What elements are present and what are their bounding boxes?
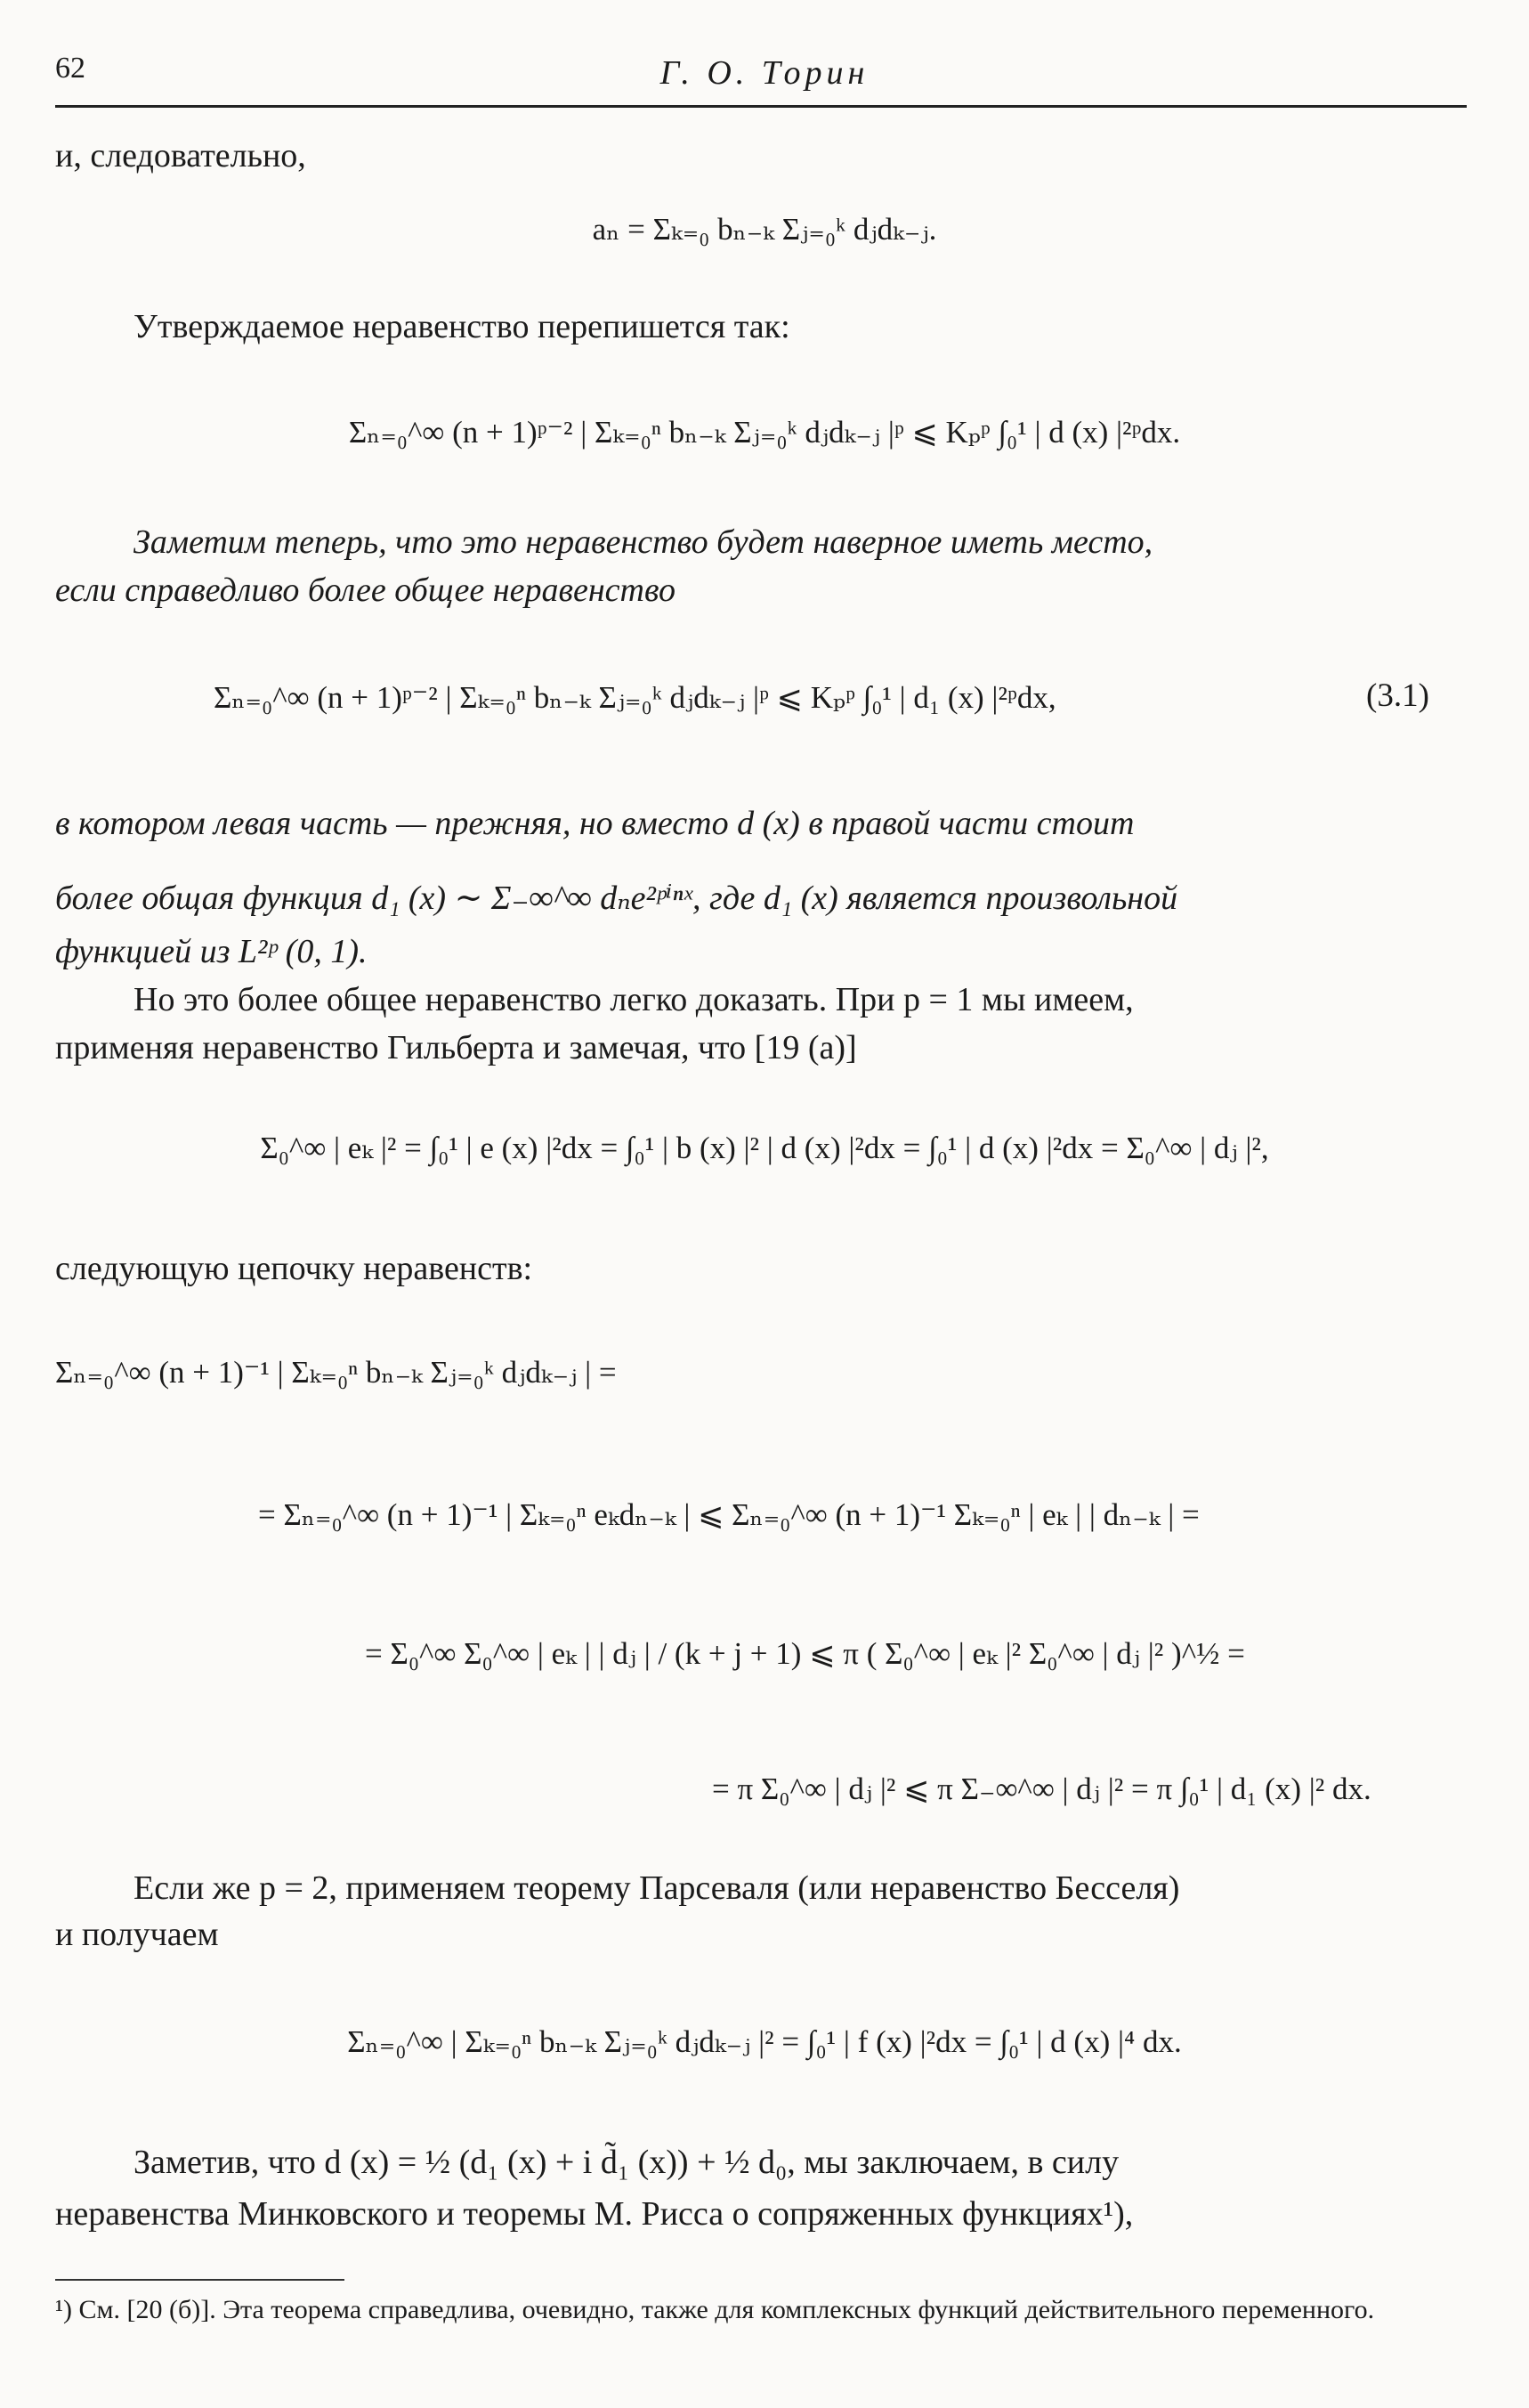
equation-parseval: Σₙ₌₀^∞ | Σₖ₌₀ⁿ bₙ₋ₖ Σⱼ₌₀ᵏ dⱼdₖ₋ⱼ |² = ∫₀¹ | f (x) |²dx = ∫₀¹ | d (x) |⁴ dx. — [347, 2024, 1182, 2059]
equation-number: (3.1) — [1366, 677, 1429, 714]
paragraph-4-line-1: в котором левая часть — прежняя, но вместо d (x) в правой части стоит — [55, 805, 1135, 842]
paragraph-5-line-1: Но это более общее неравенство легко доказать. При p = 1 мы имеем, — [133, 981, 1134, 1018]
paragraph-3-line-1: Заметим теперь, что это неравенство будет наверное иметь место, — [133, 523, 1153, 561]
paragraph-3-line-2: если справедливо более общее неравенство — [55, 572, 676, 609]
equation-chain-3: = Σ₀^∞ Σ₀^∞ | eₖ | | dⱼ | / (k + j + 1) ⩽ π ( Σ₀^∞ | eₖ |² Σ₀^∞ | dⱼ |² )^½ = — [365, 1636, 1245, 1671]
equation-chain-1: Σₙ₌₀^∞ (n + 1)⁻¹ | Σₖ₌₀ⁿ bₙ₋ₖ Σⱼ₌₀ᵏ dⱼdₖ₋ⱼ | = — [55, 1355, 617, 1390]
equation-a-n: aₙ = Σₖ₌₀ bₙ₋ₖ Σⱼ₌₀ᵏ dⱼdₖ₋ⱼ. — [592, 212, 937, 247]
paragraph-4-line-2: более общая функция d₁ (x) ∼ Σ₋∞^∞ dₙe²ᵖⁱⁿˣ, где d₁ (x) является произвольной — [55, 880, 1178, 917]
paragraph-5-line-2: применяя неравенство Гильберта и замечая, что [19 (a)] — [55, 1029, 857, 1066]
paragraph-7-line-2: и получаем — [55, 1916, 219, 1953]
header-rule — [55, 105, 1467, 108]
paragraph-8-line-1: Заметив, что d (x) = ½ (d₁ (x) + i d̃₁ (x)) + ½ d₀, мы заключаем, в силу — [133, 2144, 1120, 2181]
footnote: ¹) См. [20 (б)]. Эта теорема справедлива, очевидно, также для комплексных функций действительного переменного. — [55, 2295, 1375, 2324]
paragraph-1: и, следовательно, — [55, 137, 306, 174]
equation-3-1: Σₙ₌₀^∞ (n + 1)ᵖ⁻² | Σₖ₌₀ⁿ bₙ₋ₖ Σⱼ₌₀ᵏ dⱼdₖ₋ⱼ |ᵖ ⩽ Kₚᵖ ∫₀¹ | d₁ (x) |²ᵖdx, — [214, 680, 1056, 715]
page-number: 62 — [55, 52, 85, 85]
paragraph-4-line-3: функцией из L²ᵖ (0, 1). — [55, 933, 368, 970]
footnote-rule — [55, 2279, 344, 2281]
paragraph-2: Утверждаемое неравенство перепишется так: — [133, 308, 790, 345]
paragraph-7-line-1: Если же p = 2, применяем теорему Парсеваля (или неравенство Бесселя) — [133, 1869, 1180, 1907]
paragraph-8-line-2: неравенства Минковского и теоремы М. Рисса о сопряженных функциях¹), — [55, 2195, 1134, 2233]
paragraph-6: следующую цепочку неравенств: — [55, 1250, 533, 1287]
equation-inequality: Σₙ₌₀^∞ (n + 1)ᵖ⁻² | Σₖ₌₀ⁿ bₙ₋ₖ Σⱼ₌₀ᵏ dⱼdₖ₋ⱼ |ᵖ ⩽ Kₚᵖ ∫₀¹ | d (x) |²ᵖdx. — [348, 415, 1181, 450]
running-title: Г. О. Торин — [659, 54, 870, 92]
equation-chain-2: = Σₙ₌₀^∞ (n + 1)⁻¹ | Σₖ₌₀ⁿ eₖdₙ₋ₖ | ⩽ Σₙ₌₀^∞ (n + 1)⁻¹ Σₖ₌₀ⁿ | eₖ | | dₙ₋ₖ | = — [258, 1497, 1200, 1532]
equation-chain-4: = π Σ₀^∞ | dⱼ |² ⩽ π Σ₋∞^∞ | dⱼ |² = π ∫₀¹ | d₁ (x) |² dx. — [712, 1772, 1371, 1806]
equation-parseval-sum: Σ₀^∞ | eₖ |² = ∫₀¹ | e (x) |²dx = ∫₀¹ | b (x) |² | d (x) |²dx = ∫₀¹ | d (x) |²dx = Σ₀^∞ | dⱼ |², — [260, 1131, 1269, 1165]
